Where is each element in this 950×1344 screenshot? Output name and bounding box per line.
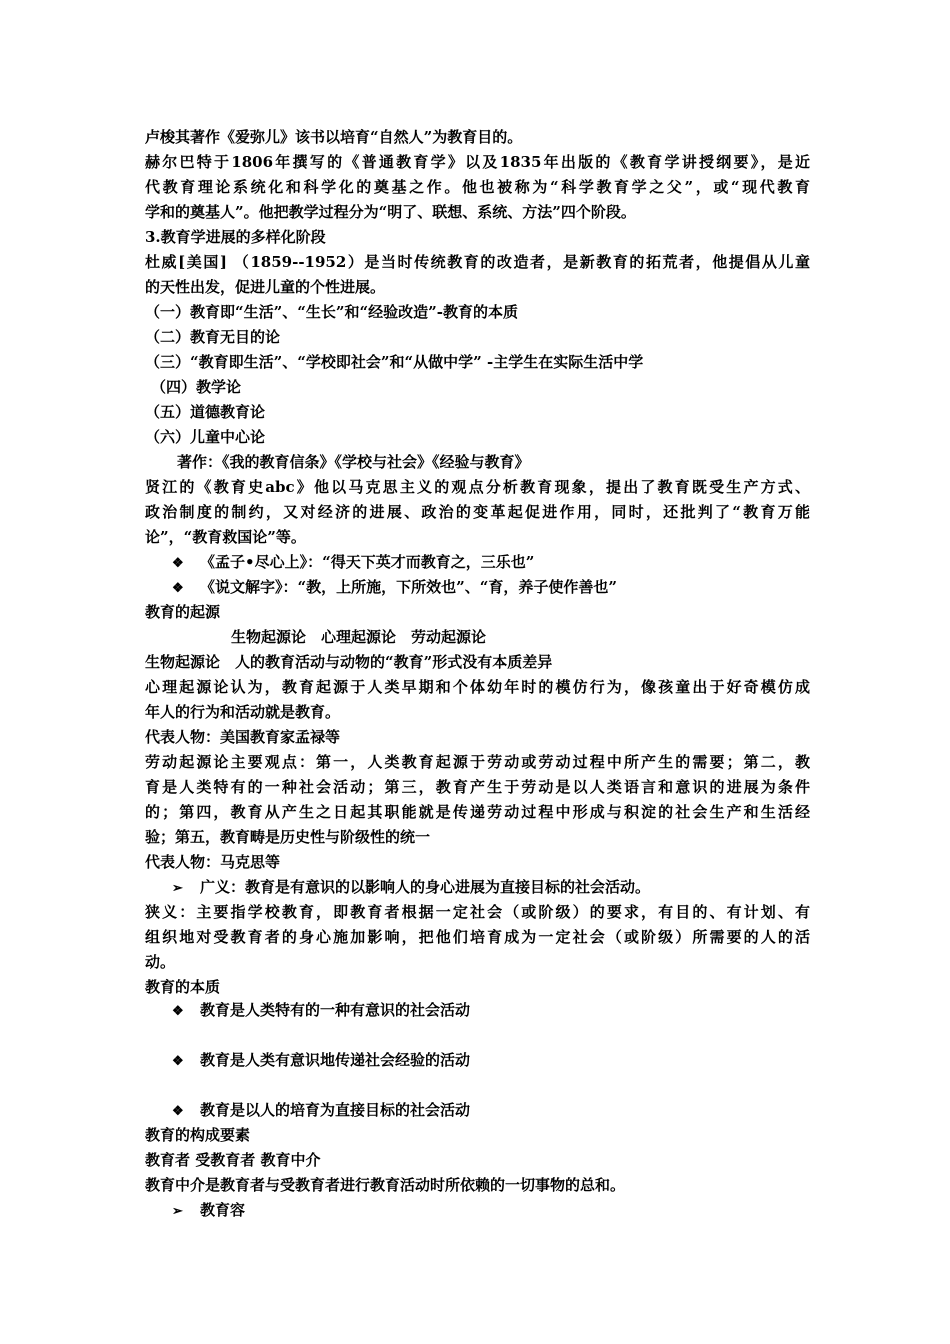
bullet-text: 《孟子•尽心上》：“得天下英才而教育之，三乐也” <box>200 553 535 571</box>
text-line: 论”，“教育救国论”等。 <box>145 528 306 546</box>
text-line: 生物起源论 心理起源论 劳动起源论 <box>231 628 487 646</box>
arrow-bullet-icon: ➢ <box>172 881 183 896</box>
diamond-bullet-icon: ❖ <box>172 581 184 596</box>
text-line: 心理起源论认为，教育起源于人类早期和个体幼年时的模仿行为，像孩童出于好奇模仿成 <box>145 678 810 696</box>
text-line: 动。 <box>145 953 176 971</box>
text-line: 验；第五，教育畴是历史性与阶级性的统一 <box>145 828 431 846</box>
bullet-text: 《说文解字》：“教，上所施，下所效也”、“育，养子使作善也” <box>200 578 618 596</box>
text-line: 年人的行为和活动就是教育。 <box>145 703 341 721</box>
list-item: （一）教育即“生活”、“生长”和“经验改造”-教育的本质 <box>145 303 518 321</box>
bullet-item <box>172 998 837 1023</box>
text-line: 代教育理论系统化和科学化的奠基之作。他也被称为“科学教育学之父”，或“现代教育 <box>145 178 810 196</box>
text-line: 教育者 受教育者 教育中介 <box>145 1151 321 1169</box>
diamond-bullet-icon: ❖ <box>172 556 184 571</box>
diamond-bullet-icon: ❖ <box>172 1104 184 1119</box>
bullet-text: 教育容 <box>200 1201 246 1219</box>
list-item: （四）教学论 <box>151 378 242 396</box>
text-line: 的；第四，教育从产生之日起其职能就是传递劳动过程中形成与积淀的社会生产和生活经 <box>145 803 810 821</box>
text-line: 政治制度的制约，又对经济的进展、政治的变革起促进作用，同时，还批判了“教育万能 <box>145 503 810 521</box>
text-line: 组织地对受教育者的身心施加影响，把他们培育成为一定社会（或阶级）所需要的人的活 <box>145 928 810 946</box>
bullet-text: 教育是人类有意识地传递社会经验的活动 <box>200 1051 471 1069</box>
text-line: 赫尔巴特于1806年撰写的《普通教育学》以及1835年出版的《教育学讲授纲要》，是近 <box>145 153 810 171</box>
bullet-item <box>172 550 837 575</box>
text-line: 教育中介是教育者与受教育者进行教育活动时所依赖的一切事物的总和。 <box>145 1176 626 1194</box>
diamond-bullet-icon: ❖ <box>172 1004 184 1019</box>
bullet-text: 教育是人类特有的一种有意识的社会活动 <box>200 1001 471 1019</box>
text-line: 学和的奠基人”。他把教学过程分为“明了、联想、系统、方法”四个阶段。 <box>145 203 636 221</box>
text-line: 代表人物：马克思等 <box>145 853 281 871</box>
bullet-text: 教育是以人的培育为直接目标的社会活动 <box>200 1101 471 1119</box>
list-item: （五）道德教育论 <box>145 403 266 421</box>
text-line: 育是人类特有的一种社会活动；第三，教育产生于劳动是以人类语言和意识的进展为条件 <box>145 778 810 796</box>
section-heading: 3.教育学进展的多样化阶段 <box>145 228 326 246</box>
list-item: （二）教育无目的论 <box>145 328 281 346</box>
arrow-bullet-icon: ➢ <box>172 1204 183 1219</box>
diamond-bullet-icon: ❖ <box>172 1054 184 1069</box>
section-heading: 教育的起源 <box>145 603 221 621</box>
text-line: 生物起源论 人的教育活动与动物的“教育”形式没有本质差异 <box>145 653 553 671</box>
bullet-item <box>172 1098 837 1123</box>
bullet-item <box>172 1198 837 1223</box>
text-line: 的天性出发，促进儿童的个性进展。 <box>145 278 386 296</box>
text-line: 狭义：主要指学校教育，即教育者根据一定社会（或阶级）的要求，有目的、有计划、有 <box>145 903 810 921</box>
bullet-text: 广义：教育是有意识的以影响人的身心进展为直接目标的社会活动。 <box>200 878 651 896</box>
bullet-item <box>172 875 837 900</box>
bullet-item <box>172 575 837 600</box>
list-item: （六）儿童中心论 <box>145 428 266 446</box>
text-line: 著作：《我的教育信条》《学校与社会》《经验与教育》 <box>177 453 530 471</box>
text-line: 杜威[美国] （1859--1952）是当时传统教育的改造者，是新教育的拓荒者，他提倡从儿童 <box>145 253 810 271</box>
section-heading: 教育的构成要素 <box>145 1126 251 1144</box>
section-heading: 教育的本质 <box>145 978 221 996</box>
text-line: 代表人物：美国教育家孟禄等 <box>145 728 341 746</box>
bullet-item <box>172 1048 837 1073</box>
text-line: 卢梭其著作《爱弥儿》该书以培育“自然人”为教育目的。 <box>145 128 523 146</box>
list-item: （三）“教育即生活”、“学校即社会”和“从做中学” -主学生在实际生活中学 <box>145 353 644 371</box>
text-line: 劳动起源论主要观点：第一，人类教育起源于劳动或劳动过程中所产生的需要；第二，教 <box>145 753 810 771</box>
text-line: 贤江的《教育史abc》他以马克思主义的观点分析教育现象，提出了教育既受生产方式、 <box>145 478 810 496</box>
